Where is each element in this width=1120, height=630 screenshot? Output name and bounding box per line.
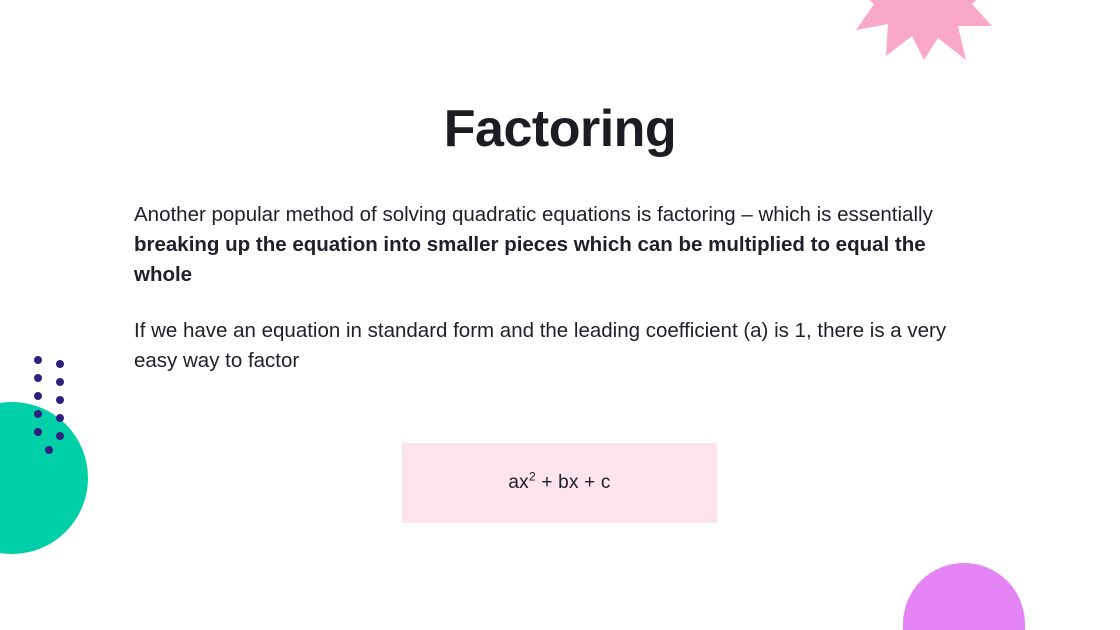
page-title: Factoring [443,99,677,158]
pink-star-shape [852,0,996,60]
teal-circle-shape [0,402,88,554]
equation-base-after: + bx + c [535,472,611,493]
body-text-block [134,200,986,376]
equation-exponent: 2 [528,469,536,484]
paragraph-1-plain: Another popular method of solving quadratic equations is factoring – which is essentially [134,203,933,226]
purple-dome-shape [903,563,1025,630]
equation-callout-box [402,443,717,523]
equation-base-before: ax [508,472,529,493]
paragraph-1-bold: breaking up the equation into smaller pieces which can be multiplied to equal the whole [134,233,926,286]
paragraph-1 [134,200,986,290]
paragraph-2 [134,316,986,376]
purple-dot-grid [30,356,78,454]
paragraph-2-plain: If we have an equation in standard form and the leading coefficient (a) is 1, there is a very easy way to factor [134,319,947,372]
equation-text [508,469,611,494]
